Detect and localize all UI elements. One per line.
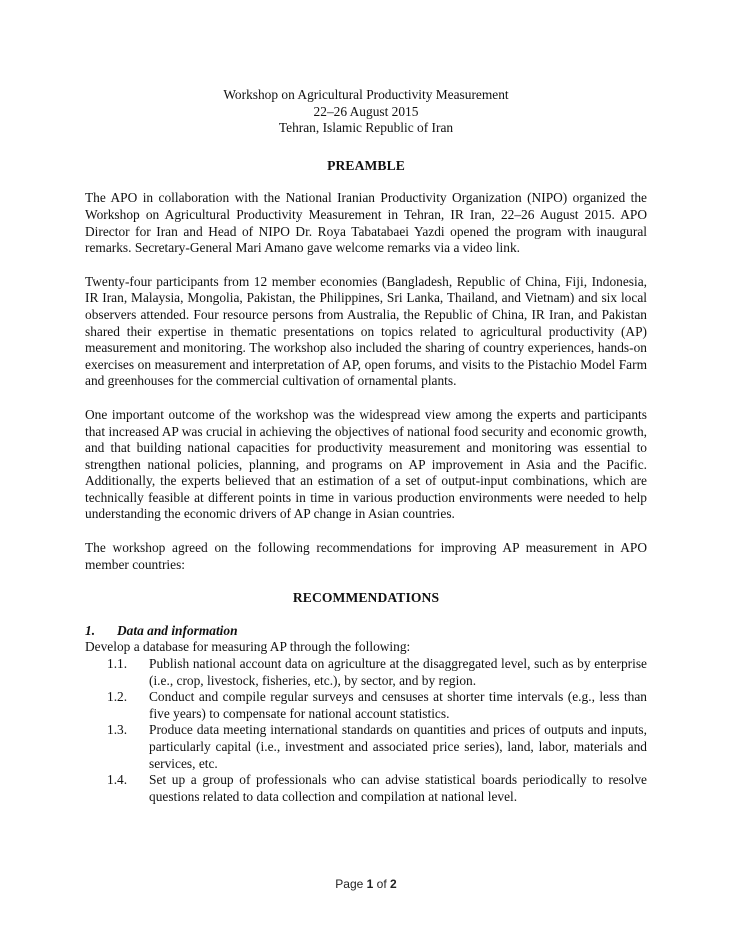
- list-item: [85, 772, 647, 805]
- preamble-paragraph-3: One important outcome of the workshop was the widespread view among the experts and participants that increased AP was crucial in achieving the objectives of national food security and economic growth, and that building national capacities for productivity measurement and monitoring was essential to strengthen national policies, planning, and programs on AP improvement in Asia and the Pacific. Additionally, the experts believed that an estimation of a set of output-input combinations, which are technically feasible at different points in time in various production environments were needed to help understanding the economic drivers of AP change in Asian countries.: [85, 406, 647, 522]
- list-item-number: 1.1.: [107, 656, 128, 672]
- recommendations-heading: RECOMMENDATIONS: [292, 590, 440, 606]
- preamble-paragraph-4: The workshop agreed on the following recommendations for improving AP measurement in APO member countries:: [85, 540, 647, 572]
- list-item-text: Publish national account data on agriculture at the disaggregated level, such as by enterprise (i.e., crop, livestock, fisheries, etc.), by sector, and by region.: [149, 656, 647, 688]
- preamble-paragraph-1: The APO in collaboration with the National Iranian Productivity Organization (NIPO) organized the Workshop on Agricultural Productivity Measurement in Tehran, IR Iran, 22–26 August 2015. APO Director for Iran and Head of NIPO Dr. Roya Tabatabaei Yazdi opened the program with inaugural remarks. Secretary-General Mari Amano gave welcome remarks via a video link.: [85, 190, 647, 256]
- section-number: 1.: [85, 622, 96, 638]
- document-body: [85, 87, 647, 805]
- list-item-number: 1.4.: [107, 772, 128, 788]
- list-item-text: Conduct and compile regular surveys and censuses at shorter time intervals (e.g., less than five years) to compensate for national account statistics.: [149, 689, 647, 721]
- preamble-heading: PREAMBLE: [327, 157, 405, 173]
- page-of-word: of: [376, 877, 387, 891]
- list-item: [85, 656, 647, 689]
- workshop-location: Tehran, Islamic Republic of Iran: [278, 120, 454, 136]
- page-footer: [0, 876, 732, 893]
- list-item-number: 1.2.: [107, 689, 128, 705]
- section-intro: Develop a database for measuring AP through the following:: [85, 639, 411, 655]
- preamble-paragraph-2: Twenty-four participants from 12 member economies (Bangladesh, Republic of China, Fiji, Indonesia, IR Iran, Malaysia, Mongolia, Pakistan, the Philippines, Sri Lanka, Thailand, and Vietnam) and six local observers attended. Four resource persons from Australia, the Republic of China, IR Iran, and Pakistan shared their expertise in thematic presentations on topics related to agricultural productivity (AP) measurement and monitoring. The workshop also included the sharing of country experiences, hands-on exercises on measurement and interpretation of AP, open forums, and visits to the Pistachio Model Farm and greenhouses for the commercial cultivation of ornamental plants.: [85, 273, 647, 389]
- list-item: [85, 689, 647, 722]
- section-title-text: Data and information: [117, 622, 238, 638]
- list-item-text: Produce data meeting international standards on quantities and prices of outputs and inputs, particularly capital (i.e., investment and associated price series), land, labor, materials and services, etc.: [149, 722, 647, 771]
- workshop-title: Workshop on Agricultural Productivity Measurement: [223, 87, 509, 102]
- page-total-number: 2: [390, 877, 397, 891]
- section-title-data-information: [85, 623, 647, 640]
- list-item: [85, 722, 647, 772]
- document-header: [85, 87, 647, 137]
- workshop-dates: 22–26 August 2015: [313, 103, 419, 119]
- list-item-text: Set up a group of professionals who can advise statistical boards periodically to resolve questions related to data collection and compilation at national level.: [149, 772, 647, 804]
- page-current-number: 1: [366, 877, 374, 891]
- page-word: Page: [335, 877, 364, 891]
- list-item-number: 1.3.: [107, 722, 128, 738]
